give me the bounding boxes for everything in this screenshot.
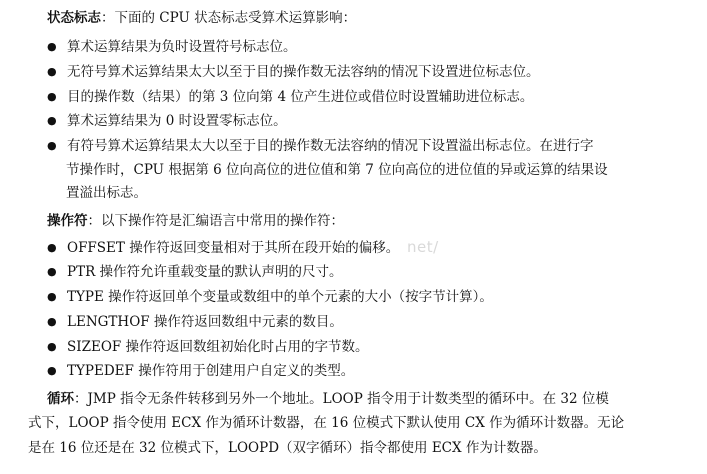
status-bullet-5-continuation: 置溢出标志。 — [66, 185, 147, 201]
bullet-icon: ● — [47, 265, 57, 278]
status-flags-heading — [47, 8, 356, 28]
status-flags-term: 状态标志 — [47, 10, 101, 26]
operator-bullet-6 — [47, 361, 354, 381]
status-flags-intro: ：下面的 CPU 状态标志受算术运算影响： — [101, 10, 357, 26]
status-bullet-text: 有符号算术运算结果太大以至于目的操作数无法容纳的情况下设置溢出标志位。在进行字 — [67, 138, 594, 154]
status-bullet-5 — [47, 136, 594, 156]
bullet-icon: ● — [47, 315, 57, 328]
loop-paragraph-line-3: 是在 16 位还是在 32 位模式下，LOOPD（双字循环）指令都使用 ECX 作为计数器。 — [28, 440, 547, 456]
loop-paragraph-line-2: 式下，LOOP 指令使用 ECX 作为循环计数器，在 16 位模式下默认使用 CX 作为循环计数器。无论 — [28, 415, 625, 431]
loop-paragraph-line-1 — [47, 389, 609, 409]
operator-bullet-text: SIZEOF 操作符返回数组初始化时占用的字节数。 — [67, 339, 369, 355]
operator-bullet-4 — [47, 312, 343, 332]
status-bullet-2 — [47, 62, 540, 82]
bullet-icon: ● — [47, 114, 57, 127]
operator-bullet-text: TYPE 操作符返回单个变量或数组中的单个元素的大小（按字节计算）。 — [67, 289, 493, 305]
operators-intro: ：以下操作符是汇编语言中常用的操作符： — [87, 213, 344, 229]
bullet-icon: ● — [47, 290, 57, 303]
operator-bullet-text: OFFSET 操作符返回变量相对于其所在段开始的偏移。 — [67, 240, 400, 256]
status-bullet-text: 算术运算结果为 0 时设置零标志位。 — [67, 113, 287, 129]
operator-bullet-1 — [47, 238, 399, 258]
status-bullet-1 — [47, 37, 297, 57]
operator-bullet-text: PTR 操作符允许重载变量的默认声明的尺寸。 — [67, 264, 343, 280]
bullet-icon: ● — [47, 241, 57, 254]
operator-bullet-text: LENGTHOF 操作符返回数组中元素的数目。 — [67, 314, 343, 330]
status-bullet-4 — [47, 111, 287, 131]
status-bullet-text: 目的操作数（结果）的第 3 位向第 4 位产生进位或借位时设置辅助进位标志。 — [67, 89, 534, 105]
watermark: net/ — [407, 238, 439, 256]
operator-bullet-2 — [47, 262, 343, 282]
operators-term: 操作符 — [47, 213, 88, 229]
status-bullet-3 — [47, 87, 533, 107]
status-bullet-text: 无符号算术运算结果太大以至于目的操作数无法容纳的情况下设置进位标志位。 — [67, 64, 540, 80]
loop-term: 循环 — [47, 391, 74, 407]
operator-bullet-text: TYPEDEF 操作符用于创建用户自定义的类型。 — [67, 363, 355, 379]
status-bullet-text: 算术运算结果为负时设置符号标志位。 — [67, 39, 297, 55]
bullet-icon: ● — [47, 340, 57, 353]
status-bullet-5-continuation: 节操作时，CPU 根据第 6 位向高位的进位值和第 7 位向高位的进位值的异或运算的结果设 — [66, 162, 608, 178]
operators-heading — [47, 211, 344, 231]
bullet-icon: ● — [47, 40, 57, 53]
loop-line-1-text: ：JMP 指令无条件转移到另外一个地址。LOOP 指令用于计数类型的循环中。在 32 位模 — [74, 391, 609, 407]
operator-bullet-5 — [47, 337, 369, 357]
operator-bullet-3 — [47, 287, 493, 307]
bullet-icon: ● — [47, 90, 57, 103]
bullet-icon: ● — [47, 364, 57, 377]
bullet-icon: ● — [47, 139, 57, 152]
bullet-icon: ● — [47, 65, 57, 78]
